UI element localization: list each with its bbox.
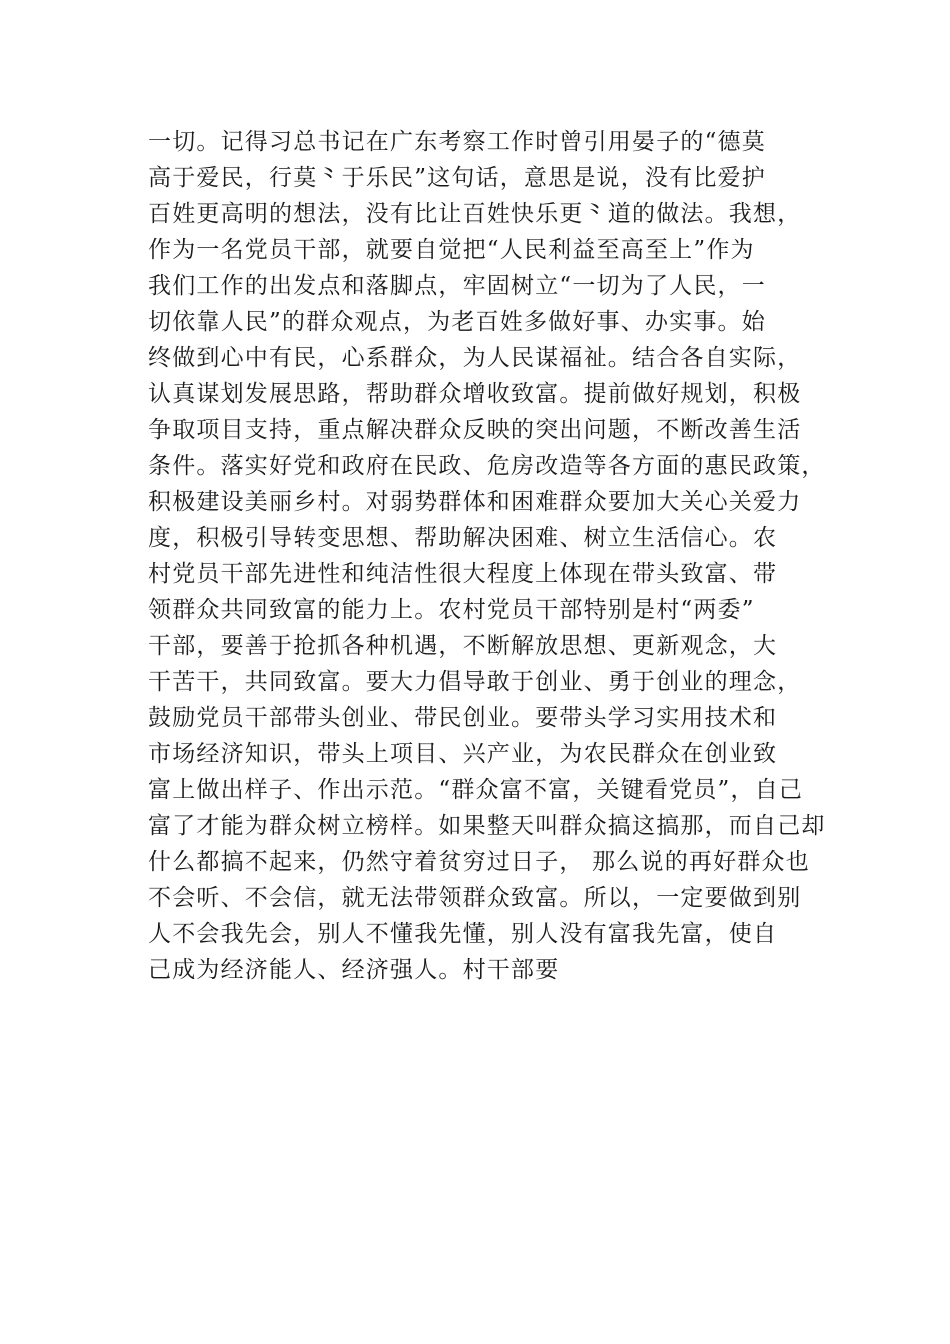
text-line: 作为一名党员干部，就要自觉把“人民利益至高至上”作为 bbox=[148, 237, 755, 263]
text-line: 认真谋划发展思路，帮助群众增收致富。提前做好规划，积极 bbox=[148, 381, 802, 407]
text-line: 干苦干，共同致富。要大力倡导敢于创业、勇于创业的理念， bbox=[148, 669, 802, 695]
text-line: 富上做出样子、作出示范。“群众富不富，关键看党员”，自己 bbox=[148, 777, 804, 803]
text-line: 度，积极引导转变思想、帮助解决困难、树立生活信心。农 bbox=[148, 525, 778, 551]
text-line: 己成为经济能人、经济强人。村干部要 bbox=[148, 957, 560, 983]
text-line: 村党员干部先进性和纯洁性很大程度上体现在带头致富、带 bbox=[148, 561, 778, 587]
text-line: 鼓励党员干部带头创业、带民创业。要带头学习实用技术和 bbox=[148, 705, 778, 731]
text-line: 人不会我先会，别人不懂我先懂，别人没有富我先富，使自 bbox=[148, 921, 778, 947]
text-line: 积极建设美丽乡村。对弱势群体和困难群众要加大关心关爱力 bbox=[148, 489, 802, 515]
text-line: 市场经济知识，带头上项目、兴产业，为农民群众在创业致 bbox=[148, 741, 778, 767]
text-line: 切依靠人民”的群众观点，为老百姓多做好事、办实事。始 bbox=[148, 309, 766, 335]
text-line: 我们工作的出发点和落脚点，牢固树立“一切为了人民，一 bbox=[148, 273, 766, 299]
text-line: 一切。记得习总书记在广东考察工作时曾引用晏子的“德莫 bbox=[148, 129, 766, 155]
text-line: 争取项目支持，重点解决群众反映的突出问题，不断改善生活 bbox=[148, 417, 802, 443]
text-line: 领群众共同致富的能力上。农村党员干部特别是村“两委” bbox=[148, 597, 755, 623]
text-line: 百姓更高明的想法，没有比让百姓快乐更⺀道的做法。我想， bbox=[148, 201, 802, 227]
text-line: 富了才能为群众树立榜样。如果整天叫群众搞这搞那，而自己却 bbox=[148, 813, 826, 839]
text-line: 干部，要善于抢抓各种机遇，不断解放思想、更新观念，大 bbox=[148, 633, 778, 659]
text-line: 条件。落实好党和政府在民政、危房改造等各方面的惠民政策， bbox=[148, 453, 826, 479]
text-line: 什么都搞不起来，仍然守着贫穷过日子， 那么说的再好群众也 bbox=[148, 849, 810, 875]
text-line: 不会听、不会信，就无法带领群众致富。所以，一定要做到别 bbox=[148, 885, 802, 911]
body-text bbox=[148, 124, 848, 988]
text-line: 高于爱民，行莫⺀于乐民”这句话，意思是说，没有比爱护 bbox=[148, 165, 766, 191]
text-line: 终做到心中有民，心系群众，为人民谋福祉。结合各自实际， bbox=[148, 345, 802, 371]
